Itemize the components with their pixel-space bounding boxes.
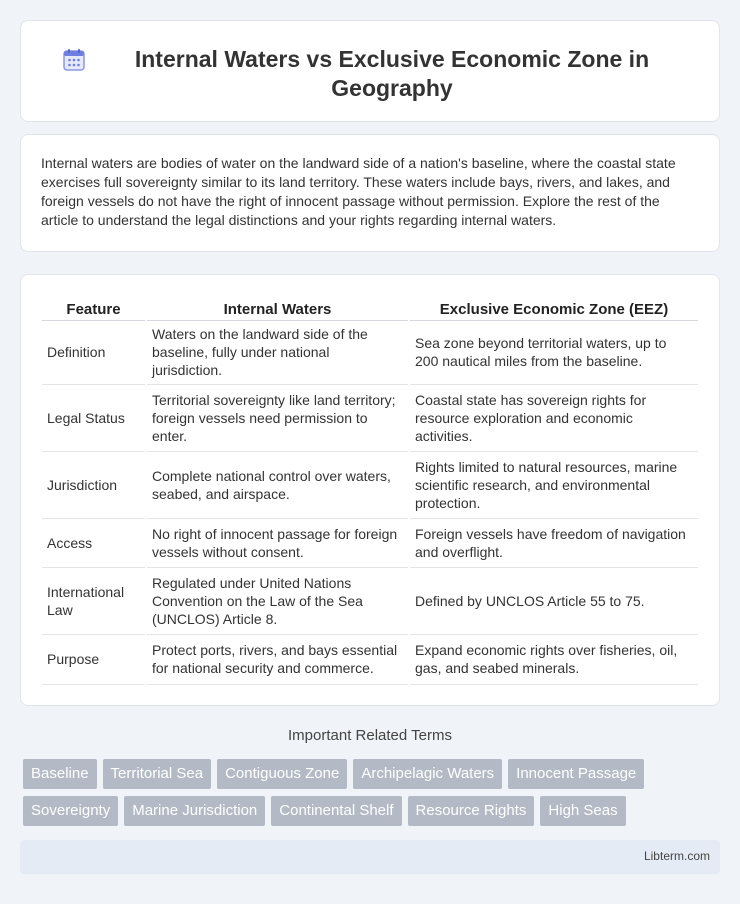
eez-cell: Defined by UNCLOS Article 55 to 75. xyxy=(409,567,698,634)
eez-cell: Coastal state has sovereign rights for resource exploration and economic activities. xyxy=(409,384,698,451)
internal-waters-cell: Territorial sovereignty like land territory; foreign vessels need permission to enter. xyxy=(146,384,409,451)
related-terms-list xyxy=(23,759,723,826)
term-tag-sovereignty[interactable]: Sovereignty xyxy=(23,796,118,826)
feature-cell: Definition xyxy=(42,320,146,384)
calendar-icon xyxy=(61,47,87,73)
comparison-card xyxy=(20,274,720,706)
internal-waters-cell: Waters on the landward side of the baseline, fully under national jurisdiction. xyxy=(146,320,409,384)
header-feature: Feature xyxy=(42,297,146,320)
header-internal-waters: Internal Waters xyxy=(146,297,409,320)
term-tag-archipelagic-waters[interactable]: Archipelagic Waters xyxy=(353,759,502,789)
term-tag-continental-shelf[interactable]: Continental Shelf xyxy=(271,796,401,826)
footer-site-link[interactable]: Libterm.com xyxy=(643,849,710,863)
table-row xyxy=(42,451,698,518)
feature-cell: International Law xyxy=(42,567,146,634)
eez-cell: Foreign vessels have freedom of navigation and overflight. xyxy=(409,518,698,567)
related-terms-heading: Important Related Terms xyxy=(288,727,452,744)
feature-cell: Access xyxy=(42,518,146,567)
term-tag-marine-jurisdiction[interactable]: Marine Jurisdiction xyxy=(124,796,265,826)
term-tag-high-seas[interactable]: High Seas xyxy=(540,796,625,826)
internal-waters-cell: Regulated under United Nations Convention on the Law of the Sea (UNCLOS) Article 8. xyxy=(146,567,409,634)
eez-cell: Expand economic rights over fisheries, oil, gas, and seabed minerals. xyxy=(409,634,698,684)
eez-cell: Rights limited to natural resources, marine scientific research, and environmental protection. xyxy=(409,451,698,518)
table-row xyxy=(42,384,698,451)
comparison-table xyxy=(42,297,698,685)
footer xyxy=(20,840,720,874)
table-header-row xyxy=(42,297,698,320)
term-tag-territorial-sea[interactable]: Territorial Sea xyxy=(103,759,212,789)
eez-cell: Sea zone beyond territorial waters, up to 200 nautical miles from the baseline. xyxy=(409,320,698,384)
table-row xyxy=(42,634,698,684)
term-tag-innocent-passage[interactable]: Innocent Passage xyxy=(508,759,644,789)
table-row xyxy=(42,320,698,384)
term-tag-contiguous-zone[interactable]: Contiguous Zone xyxy=(217,759,347,789)
feature-cell: Jurisdiction xyxy=(42,451,146,518)
feature-cell: Purpose xyxy=(42,634,146,684)
internal-waters-cell: Complete national control over waters, seabed, and airspace. xyxy=(146,451,409,518)
table-row xyxy=(42,567,698,634)
title-card xyxy=(20,20,720,122)
internal-waters-cell: No right of innocent passage for foreign vessels without consent. xyxy=(146,518,409,567)
feature-cell: Legal Status xyxy=(42,384,146,451)
intro-paragraph: Internal waters are bodies of water on the landward side of a nation's baseline, where the coastal state exercises full sovereignty similar to its land territory. These waters include bays, rivers, and lakes, and foreign vessels do not have the right of innocent passage without permission. Explore the rest of the article to understand the legal distinctions and your rights regarding internal waters. xyxy=(41,155,676,228)
internal-waters-cell: Protect ports, rivers, and bays essential for national security and commerce. xyxy=(146,634,409,684)
term-tag-baseline[interactable]: Baseline xyxy=(23,759,97,789)
intro-card xyxy=(20,134,720,252)
header-eez: Exclusive Economic Zone (EEZ) xyxy=(409,297,698,320)
term-tag-resource-rights[interactable]: Resource Rights xyxy=(408,796,535,826)
table-row xyxy=(42,518,698,567)
page-title: Internal Waters vs Exclusive Economic Zone in Geography xyxy=(134,46,650,101)
